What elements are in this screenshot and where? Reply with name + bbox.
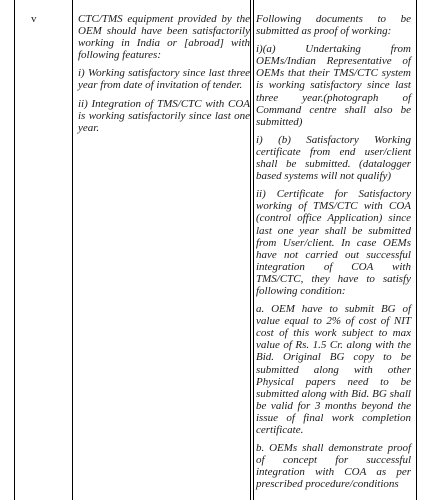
- condition-b: b. OEMs shall demonstrate proof of concept for successful integration with COA as per prescribed procedure/conditions: [256, 442, 411, 491]
- column-divider-1: [72, 0, 73, 500]
- table-border-left: [14, 0, 15, 500]
- document-1b: i) (b) Satisfactory Working certificate from end user/client shall be submitted. (datalogger based systems will not qualify): [256, 133, 411, 183]
- column-divider-2-outer: [250, 0, 251, 500]
- row-number: v: [31, 13, 37, 25]
- requirements-table: [14, 0, 421, 500]
- documents-cell: [256, 13, 411, 490]
- eligibility-point-1: i) Working satisfactory since last three year from date of invitation of tender.: [78, 67, 250, 92]
- eligibility-cell: [78, 13, 250, 134]
- documents-intro: Following documents to be submitted as proof of working:: [256, 13, 411, 38]
- row-number-cell: [31, 13, 37, 25]
- table-border-right: [416, 0, 417, 500]
- eligibility-point-2: ii) Integration of TMS/CTC with COA is working satisfactorily since last one year.: [78, 97, 250, 134]
- document-2: ii) Certificate for Satisfactory working of TMS/CTC with COA (control office Application) since last one year shall be submitted from User/client. In case OEMs have not carried out successful integration of COA with TMS/CTC, they have to satisfy following condition:: [256, 188, 411, 297]
- condition-a: a. OEM have to submit BG of value equal to 2% of cost of NIT cost of this work subject to max value of Rs. 1.5 Cr. along with the Bid. Original BG copy to be submitted along with other Physical papers need to be submitted along with Bid. BG shall be valid for 3 months beyond the issue of final work completion certificate.: [256, 303, 411, 436]
- column-divider-2-inner: [253, 0, 254, 500]
- document-1a: i)(a) Undertaking from OEMs/Indian Representative of OEMs that their TMS/CTC system is working satisfactory since last three year.(photograph of Command centre shall also be submitted): [256, 43, 411, 128]
- eligibility-intro: CTC/TMS equipment provided by the OEM should have been satisfactorily working in India or [abroad] with following features:: [78, 13, 250, 62]
